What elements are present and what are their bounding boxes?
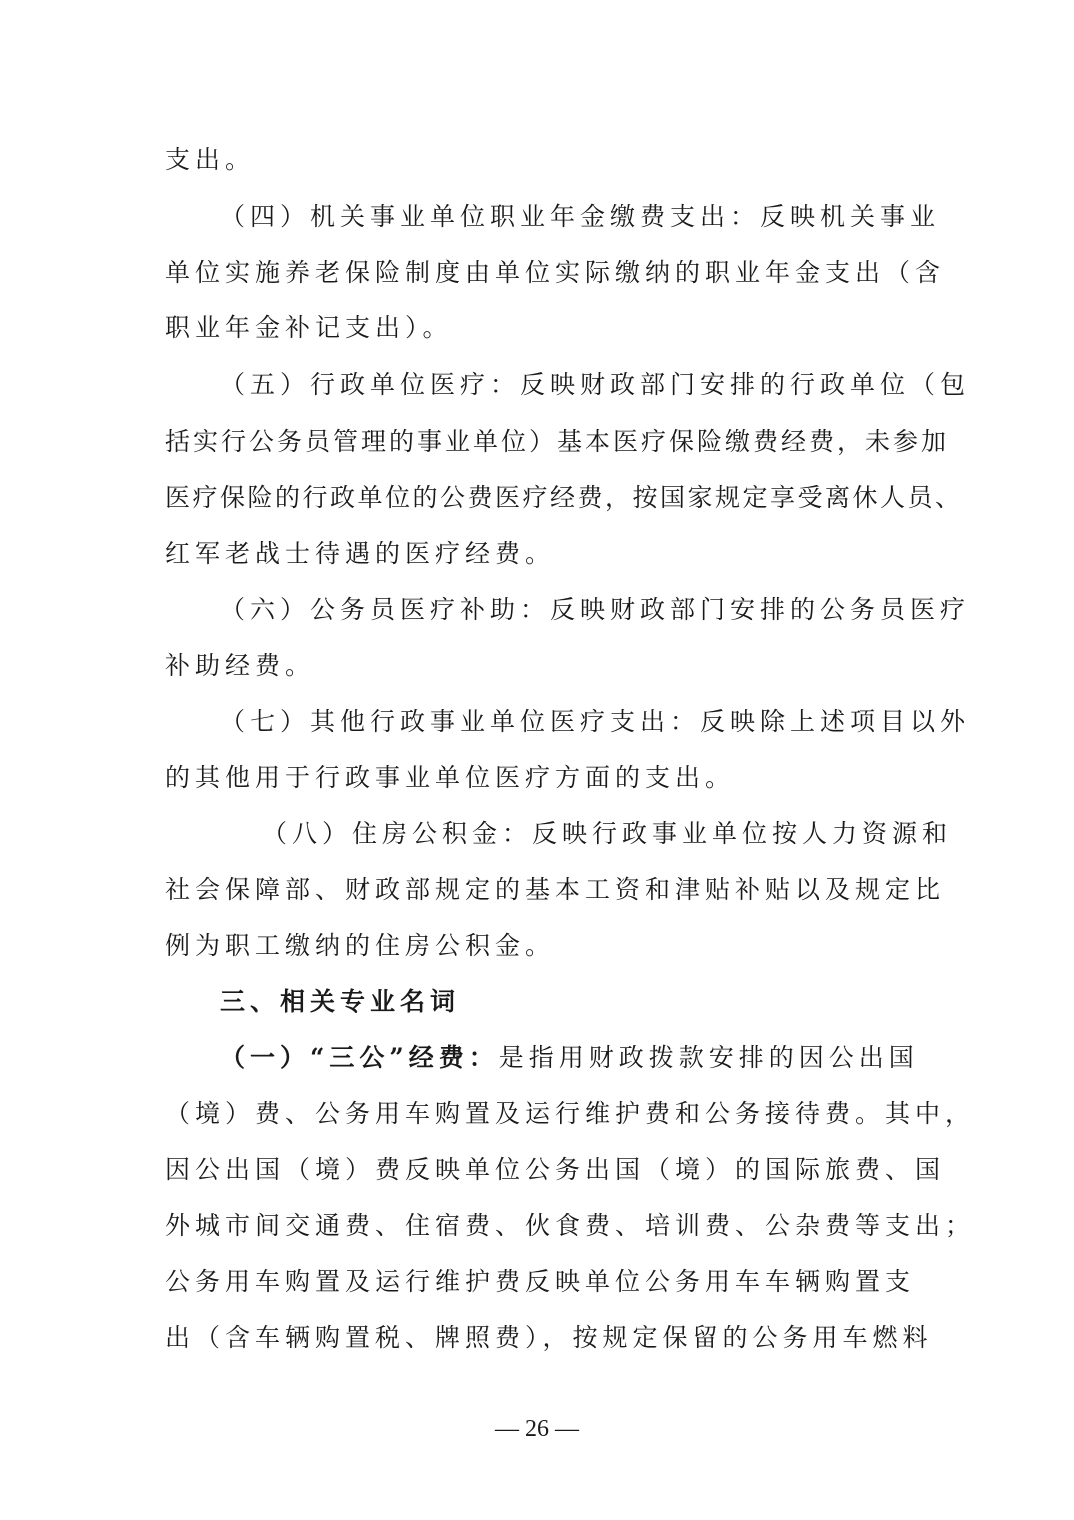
- section-heading: 三、相关专业名词: [220, 987, 461, 1016]
- paragraph-line: （五）行政单位医疗：反映财政部门安排的行政单位（包: [220, 370, 971, 399]
- term-first-line-text: 是指用财政拨款安排的因公出国: [498, 1043, 919, 1072]
- paragraph-line: 例为职工缴纳的住房公积金。: [165, 931, 556, 960]
- paragraph-line: 出（含车辆购置税、牌照费），按规定保留的公务用车燃料: [165, 1323, 933, 1352]
- term-paragraph-first-line: [220, 1043, 919, 1073]
- paragraph-line: 支出。: [165, 145, 256, 174]
- paragraph-line: 医疗保险的行政单位的公费医疗经费，按国家规定享受离休人员、: [165, 483, 963, 512]
- paragraph-line: 外城市间交通费、住宿费、伙食费、培训费、公杂费等支出；: [165, 1211, 976, 1240]
- paragraph-line: 单位实施养老保险制度由单位实际缴纳的职业年金支出（含: [165, 258, 946, 287]
- paragraph-line: 社会保障部、财政部规定的基本工资和津贴补贴以及规定比: [165, 875, 946, 904]
- paragraph-line: 职业年金补记支出）。: [165, 313, 453, 342]
- paragraph-line: （境）费、公务用车购置及运行维护费和公务接待费。其中，: [165, 1099, 976, 1128]
- paragraph-line: （四）机关事业单位职业年金缴费支出：反映机关事业: [220, 202, 941, 231]
- term-label: （一）“三公”经费：: [220, 1043, 499, 1072]
- paragraph-line: （六）公务员医疗补助：反映财政部门安排的公务员医疗: [220, 595, 971, 624]
- page-number: — 26 —: [495, 1416, 579, 1442]
- paragraph-line: （七）其他行政事业单位医疗支出：反映除上述项目以外: [220, 707, 971, 736]
- paragraph-line: 公务用车购置及运行维护费反映单位公务用车车辆购置支: [165, 1267, 916, 1296]
- paragraph-line: 的其他用于行政事业单位医疗方面的支出。: [165, 763, 736, 792]
- paragraph-line: 红军老战士待遇的医疗经费。: [165, 539, 556, 568]
- paragraph-line: 括实行公务员管理的事业单位）基本医疗保险缴费经费，未参加: [165, 427, 950, 456]
- paragraph-line: （八）住房公积金：反映行政事业单位按人力资源和: [262, 819, 953, 848]
- paragraph-line: 补助经费。: [165, 651, 316, 680]
- paragraph-line: 因公出国（境）费反映单位公务出国（境）的国际旅费、国: [165, 1155, 946, 1184]
